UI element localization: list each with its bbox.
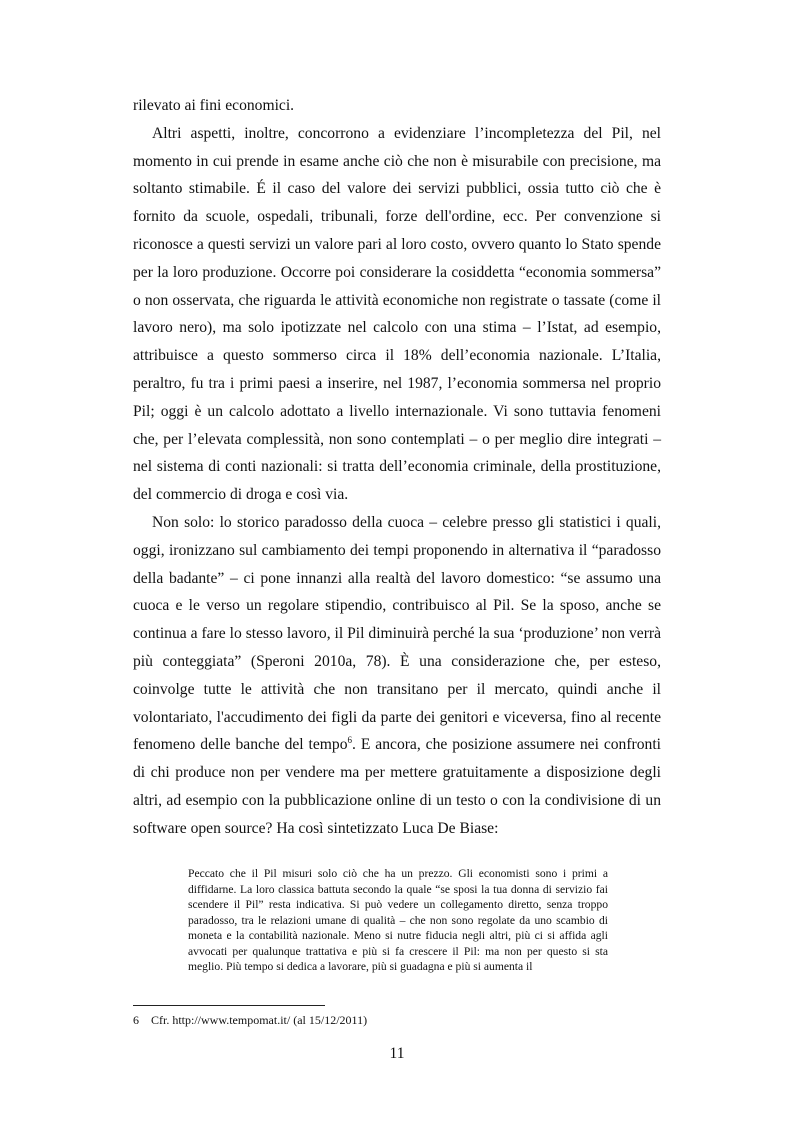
- paragraph-text-part: . E ancora, che posizione assumere nei confronti di chi produce non per vendere ma per mettere gratuitamente a disposizione degli altri, ad esempio con la pubblicazione online di un testo o con la condivisione di un software open source? Ha così sintetizzato Luca De Biase:: [133, 736, 661, 837]
- footnote-separator: [133, 1005, 325, 1006]
- body-text: [133, 92, 661, 843]
- paragraph-gdp-incompleteness: Altri aspetti, inoltre, concorrono a evidenziare l’incompletezza del Pil, nel momento in cui prende in esame anche ciò che non è misurabile con precisione, ma soltanto stimabile. É il caso del valore dei servizi pubblici, ossia tutto ciò che è fornito da scuole, ospedali, tribunali, forze dell'ordine, ecc. Per convenzione si riconosce a questi servizi un valore pari al loro costo, ovvero quanto lo Stato spende per la loro produzione. Occorre poi considerare la cosiddetta “economia sommersa” o non osservata, che riguarda le attività economiche non registrate o tassate (come il lavoro nero), ma solo ipotizzate nel calcolo con una stima – l’Istat, ad esempio, attribuisce a questo sommerso circa il 18% dell’economia nazionale. L’Italia, peraltro, fu tra i primi paesi a inserire, nel 1987, l’economia sommersa nel proprio Pil; oggi è un calcolo adottato a livello internazionale. Vi sono tuttavia fenomeni che, per l’elevata complessità, non sono contemplati – o per meglio dire integrati – nel sistema di conti nazionali: si tratta dell’economia criminale, della prostituzione, del commercio di droga e così via.: [133, 124, 661, 504]
- page-number: 11: [389, 1045, 405, 1062]
- paragraph-continuation: rilevato ai fini economici.: [133, 97, 295, 114]
- footnote-text: Cfr. http://www.tempomat.it/ (al 15/12/2011): [151, 1013, 368, 1027]
- footnote: [133, 1013, 367, 1027]
- footnote-reference: 6: [347, 735, 353, 746]
- footnote-number: 6: [133, 1013, 139, 1027]
- block-quote: Peccato che il Pil misuri solo ciò che ha un prezzo. Gli economisti sono i primi a diffidarne. La loro classica battuta secondo la quale “se sposi la tua donna di servizio fai scendere il Pil” resta indicativa. Si può vedere un collegamento diretto, senza troppo paradosso, tra le relazioni umane di qualità – che non sono regolate da uno scambio di moneta e la contabilità nazionale. Meno si nutre fiducia negli altri, più ci si affida agli avvocati per qualunque trattativa e più si fa crescere il Pil: ma non per questo si sta meglio. Più tempo si dedica a lavorare, più si guadagna e più si aumenta il: [188, 867, 608, 973]
- paragraph-text-part: Non solo: lo storico paradosso della cuoca – celebre presso gli statistici i quali, oggi, ironizzano sul cambiamento dei tempi proponendo in alternativa il “paradosso della badante” – ci pone innanzi alla realtà del lavoro domestico: “se assumo una cuoca e le verso un regolare stipendio, contribuisco al Pil. Se la sposo, anche se continua a fare lo stesso lavoro, il Pil diminuirà perché la sua ‘produzione’ non verrà più conteggiata” (Speroni 2010a, 78). È una considerazione che, per esteso, coinvolge tutte le attività che non transitano per il mercato, quindi anche il volontariato, l'accudimento dei figli da parte dei genitori e viceversa, fino al recente fenomeno delle banche del tempo: [133, 513, 661, 754]
- paragraph-cook-paradox: [133, 509, 661, 843]
